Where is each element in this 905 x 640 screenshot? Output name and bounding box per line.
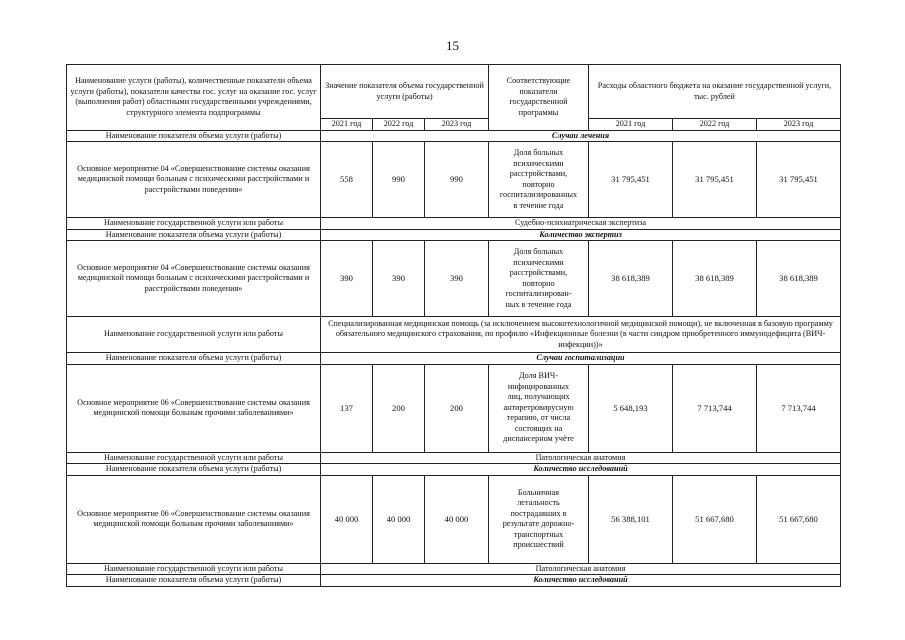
volume-value: 990 [425,142,489,218]
expense-value: 7 713,744 [757,364,841,452]
measure-name: Основное мероприятие 04 «Совершенствование системы оказания медицинской помощи больным с психическими расстройствами и расстройствами поведения» [67,142,321,218]
header-year: 2023 год [757,119,841,131]
section-label-row [67,130,841,142]
volume-value: 200 [373,364,425,452]
expense-value: 38 618,389 [673,241,757,317]
volume-value: 390 [425,241,489,317]
header-volume: Значение показателя объема государственной услуги (работы) [321,65,489,119]
volume-value: 40 000 [425,475,489,563]
volume-value: 40 000 [373,475,425,563]
section-label-left: Наименование показателя объема услуги (работы) [67,229,321,241]
section-label-value: Специализированная медицинская помощь (за исключением высокотехнологичной медицинской помощи), не включенная в базовую программу обязательного медицинского страхования, по профилю «Инфекционные болезни (в части синдром приобретенного иммунодефицита (ВИЧ-инфекции))» [321,317,841,353]
section-label-value: Патологическая анатомия [321,563,841,575]
header-year: 2021 год [589,119,673,131]
data-row [67,475,841,563]
program-indicator: Больничная летальность пострадавших в результате дорожно- транспортных происшествий [489,475,589,563]
expense-value: 56 388,101 [589,475,673,563]
section-label-value: Судебно-психиатрическая экспертиза [321,218,841,230]
section-label-row [67,563,841,575]
program-indicator: Доля ВИЧ- инфицированных лиц, получающих антиретровирусную терапию, от числа состоящих на диспансерном учёте [489,364,589,452]
data-row [67,364,841,452]
section-label-left: Наименование государственной услуги или работы [67,218,321,230]
section-label-value: Количество исследований [321,575,841,587]
section-label-left: Наименование государственной услуги или работы [67,452,321,464]
expense-value: 51 667,680 [757,475,841,563]
header-program: Соответствующие показатели государственной программы [489,65,589,131]
section-label-left: Наименование показателя объема услуги (работы) [67,575,321,587]
section-label-row [67,218,841,230]
volume-value: 390 [373,241,425,317]
expense-value: 31 795,451 [757,142,841,218]
volume-value: 558 [321,142,373,218]
expense-value: 51 667,680 [673,475,757,563]
section-label-value: Патологическая анатомия [321,452,841,464]
section-label-value: Случаи лечения [321,130,841,142]
volume-value: 40 000 [321,475,373,563]
section-label-row [67,464,841,476]
section-label-row [67,353,841,365]
data-row [67,142,841,218]
header-row [67,65,841,119]
header-year: 2022 год [373,119,425,131]
section-label-row [67,317,841,353]
data-row [67,241,841,317]
budget-table [66,64,841,587]
section-label-value: Количество исследований [321,464,841,476]
volume-value: 990 [373,142,425,218]
section-label-value: Количество экспертиз [321,229,841,241]
expense-value: 38 618,389 [757,241,841,317]
header-year: 2023 год [425,119,489,131]
page-number: 15 [446,38,459,53]
expense-value: 5 648,193 [589,364,673,452]
header-year: 2022 год [673,119,757,131]
expense-value: 31 795,451 [589,142,673,218]
measure-name: Основное мероприятие 06 «Совершенствование системы оказания медицинской помощи больным прочими заболеваниями» [67,364,321,452]
expense-value: 38 618,389 [589,241,673,317]
section-label-left: Наименование показателя объема услуги (работы) [67,130,321,142]
program-indicator: Доля больных психическими расстройствами, повторно госпитализирован- ных в течение года [489,241,589,317]
header-year: 2021 год [321,119,373,131]
section-label-row [67,229,841,241]
program-indicator: Доля больных психическими расстройствами, повторно госпитализированных в течение года [489,142,589,218]
header-expenses: Расходы областного бюджета на оказание государственной услуги, тыс. рублей [589,65,841,119]
volume-value: 390 [321,241,373,317]
section-label-left: Наименование показателя объема услуги (работы) [67,353,321,365]
header-name: Наименование услуги (работы), количественные показатели объема услуги (работы), показатели качества гос. услуг на оказание гос. услуг (выполнения работ) областными государственными учреждениями, структурного элемента подпрограммы [67,65,321,131]
section-label-value: Случаи госпитализации [321,353,841,365]
expense-value: 31 795,451 [673,142,757,218]
section-label-row [67,575,841,587]
section-label-left: Наименование государственной услуги или работы [67,563,321,575]
measure-name: Основное мероприятие 04 «Совершенствование системы оказания медицинской помощи больным с психическими расстройствами и расстройствами поведения» [67,241,321,317]
measure-name: Основное мероприятие 06 «Совершенствование системы оказания медицинской помощи больным прочими заболеваниями» [67,475,321,563]
section-label-left: Наименование государственной услуги или работы [67,317,321,353]
section-label-left: Наименование показателя объема услуги (работы) [67,464,321,476]
expense-value: 7 713,744 [673,364,757,452]
volume-value: 200 [425,364,489,452]
volume-value: 137 [321,364,373,452]
table-body [67,65,841,587]
section-label-row [67,452,841,464]
